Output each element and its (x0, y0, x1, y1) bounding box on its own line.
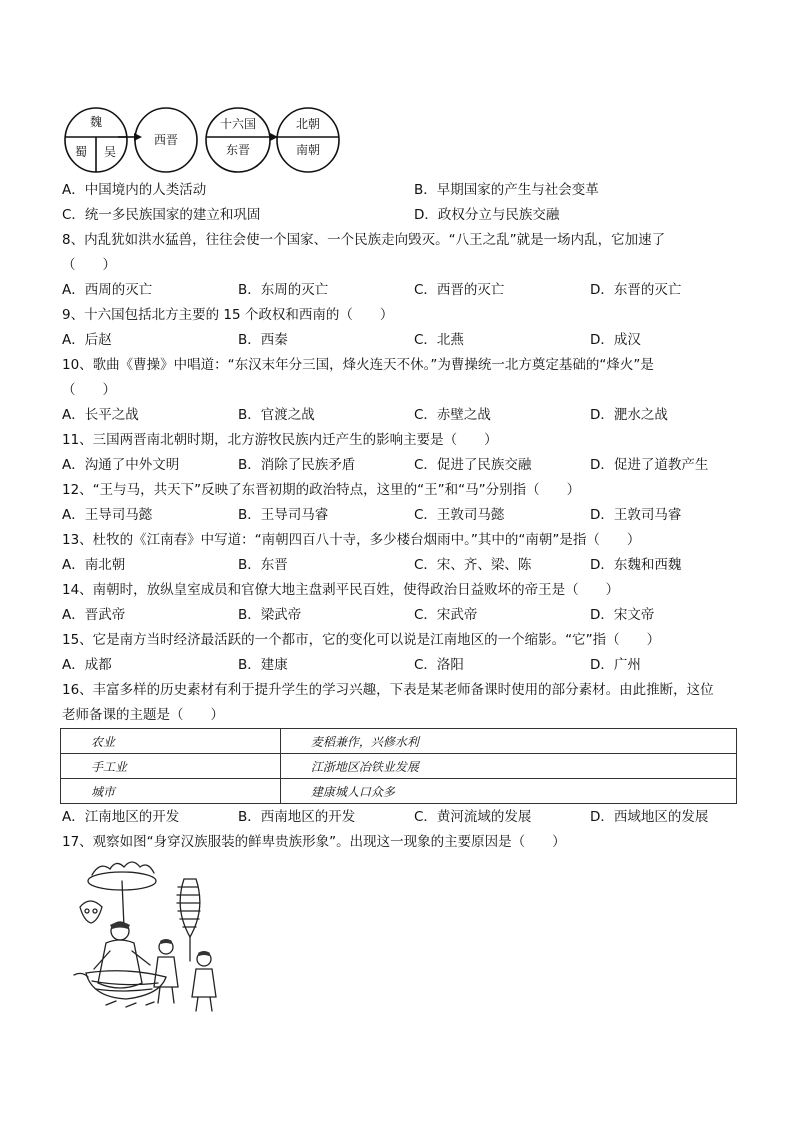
label-wu: 吴 (103, 145, 117, 159)
q8-options (62, 281, 752, 299)
q10-options (62, 406, 752, 424)
q13-option-c[interactable]: C．宋、齐、梁、陈 (414, 557, 532, 573)
label-shu: 蜀 (74, 145, 88, 159)
q16-options (62, 808, 752, 826)
q9-option-a[interactable]: A．后赵 (62, 332, 112, 348)
q7-options-row2 (62, 206, 752, 224)
q13-stem: 13、杜牧的《江南春》中写道：“南朝四百八十寺，多少楼台烟雨中。”其中的“南朝”是指（ ） (62, 532, 641, 548)
q15-options (62, 656, 752, 674)
q10-stem: 10、歌曲《曹操》中唱道：“东汉末年分三国，烽火连天不休。”为曹操统一北方奠定基础的“烽火”是 (62, 357, 654, 373)
q7-options-row1 (62, 181, 752, 199)
table-cell: 建康城人口众多 (280, 779, 736, 804)
q9-options (62, 331, 752, 349)
q7-option-c[interactable]: C．统一多民族国家的建立和巩固 (62, 207, 261, 223)
q12-option-d[interactable]: D．王敦司马睿 (590, 507, 682, 523)
q16-option-a[interactable]: A．江南地区的开发 (62, 809, 180, 825)
q17-stem: 17、观察如图“身穿汉族服装的鲜卑贵族形象”。出现这一现象的主要原因是（ ） (62, 834, 566, 850)
table-cell: 江浙地区冶铁业发展 (280, 754, 736, 779)
q9-stem: 9、十六国包括北方主要的 15 个政权和西南的（ ） (62, 307, 394, 323)
q8-stem: 8、内乱犹如洪水猛兽，往往会使一个国家、一个民族走向毁灭。“八王之乱”就是一场内乱，它加速了 (62, 232, 666, 248)
q16-stem-line2: 老师备课的主题是（ ） (62, 707, 224, 723)
q13-option-d[interactable]: D．东魏和西魏 (590, 557, 682, 573)
q15-option-d[interactable]: D．广州 (590, 657, 641, 673)
label-southern-dynasties: 南朝 (295, 143, 321, 157)
q12-stem: 12、“王与马，共天下”反映了东晋初期的政治特点，这里的“王”和“马”分别指（ ） (62, 482, 581, 498)
table-cell: 手工业 (61, 754, 281, 779)
q12-option-b[interactable]: B．王导司马睿 (238, 507, 329, 523)
q10-blank: （ ） (62, 382, 116, 398)
label-wei: 魏 (89, 115, 103, 129)
q9-option-c[interactable]: C．北燕 (414, 332, 464, 348)
q16-option-b[interactable]: B．西南地区的开发 (238, 809, 356, 825)
q8-blank: （ ） (62, 257, 116, 273)
q9-option-d[interactable]: D．成汉 (590, 332, 641, 348)
q11-option-a[interactable]: A．沟通了中外文明 (62, 457, 180, 473)
q8-option-a[interactable]: A．西周的灭亡 (62, 282, 153, 298)
q11-option-c[interactable]: C．促进了民族交融 (414, 457, 532, 473)
dynasty-timeline-diagram (64, 106, 344, 174)
q16-stem-line1: 16、丰富多样的历史素材有利于提升学生的学习兴趣，下表是某老师备课时使用的部分素材。由此推断，这位 (62, 682, 714, 698)
q13-option-b[interactable]: B．东晋 (238, 557, 288, 573)
q15-option-c[interactable]: C．洛阳 (414, 657, 464, 673)
q11-option-d[interactable]: D．促进了道教产生 (590, 457, 709, 473)
q15-option-b[interactable]: B．建康 (238, 657, 288, 673)
q12-options (62, 506, 752, 524)
table-cell: 麦稻兼作，兴修水利 (280, 729, 736, 754)
q11-options (62, 456, 752, 474)
q16-option-c[interactable]: C．黄河流域的发展 (414, 809, 532, 825)
q9-option-b[interactable]: B．西秦 (238, 332, 288, 348)
label-western-jin: 西晋 (153, 133, 179, 147)
q10-option-d[interactable]: D．淝水之战 (590, 407, 668, 423)
q15-stem: 15、它是南方当时经济最活跃的一个都市，它的变化可以说是江南地区的一个缩影。“它”指（ ） (62, 632, 661, 648)
q14-option-a[interactable]: A．晋武帝 (62, 607, 126, 623)
q11-option-b[interactable]: B．消除了民族矛盾 (238, 457, 356, 473)
q14-option-b[interactable]: B．梁武帝 (238, 607, 302, 623)
q12-option-c[interactable]: C．王敦司马懿 (414, 507, 505, 523)
table-row (61, 729, 737, 754)
label-eastern-jin: 东晋 (225, 143, 251, 157)
table-row (61, 754, 737, 779)
q8-option-b[interactable]: B．东周的灭亡 (238, 282, 329, 298)
q13-option-a[interactable]: A．南北朝 (62, 557, 126, 573)
q14-option-c[interactable]: C．宋武帝 (414, 607, 478, 623)
q16-material-table (60, 728, 737, 804)
q7-option-d[interactable]: D．政权分立与民族交融 (414, 207, 560, 223)
q10-option-c[interactable]: C．赤壁之战 (414, 407, 491, 423)
q14-option-d[interactable]: D．宋文帝 (590, 607, 655, 623)
table-cell: 城市 (61, 779, 281, 804)
q12-option-a[interactable]: A．王导司马懿 (62, 507, 153, 523)
label-northern-dynasties: 北朝 (295, 117, 321, 131)
table-cell: 农业 (61, 729, 281, 754)
q14-options (62, 606, 752, 624)
table-row (61, 779, 737, 804)
q8-option-d[interactable]: D．东晋的灭亡 (590, 282, 682, 298)
q7-option-b[interactable]: B．早期国家的产生与社会变革 (414, 182, 599, 198)
label-sixteen-kingdoms: 十六国 (219, 117, 257, 131)
q16-option-d[interactable]: D．西域地区的发展 (590, 809, 709, 825)
q10-option-a[interactable]: A．长平之战 (62, 407, 139, 423)
q10-option-b[interactable]: B．官渡之战 (238, 407, 315, 423)
xianbei-noble-illustration (66, 855, 226, 1013)
q7-option-a[interactable]: A．中国境内的人类活动 (62, 182, 207, 198)
q14-stem: 14、南朝时，放纵皇室成员和官僚大地主盘剥平民百姓，使得政治日益败坏的帝王是（ ） (62, 582, 620, 598)
q11-stem: 11、三国两晋南北朝时期，北方游牧民族内迁产生的影响主要是（ ） (62, 432, 498, 448)
q13-options (62, 556, 752, 574)
q15-option-a[interactable]: A．成都 (62, 657, 112, 673)
q8-option-c[interactable]: C．西晋的灭亡 (414, 282, 505, 298)
